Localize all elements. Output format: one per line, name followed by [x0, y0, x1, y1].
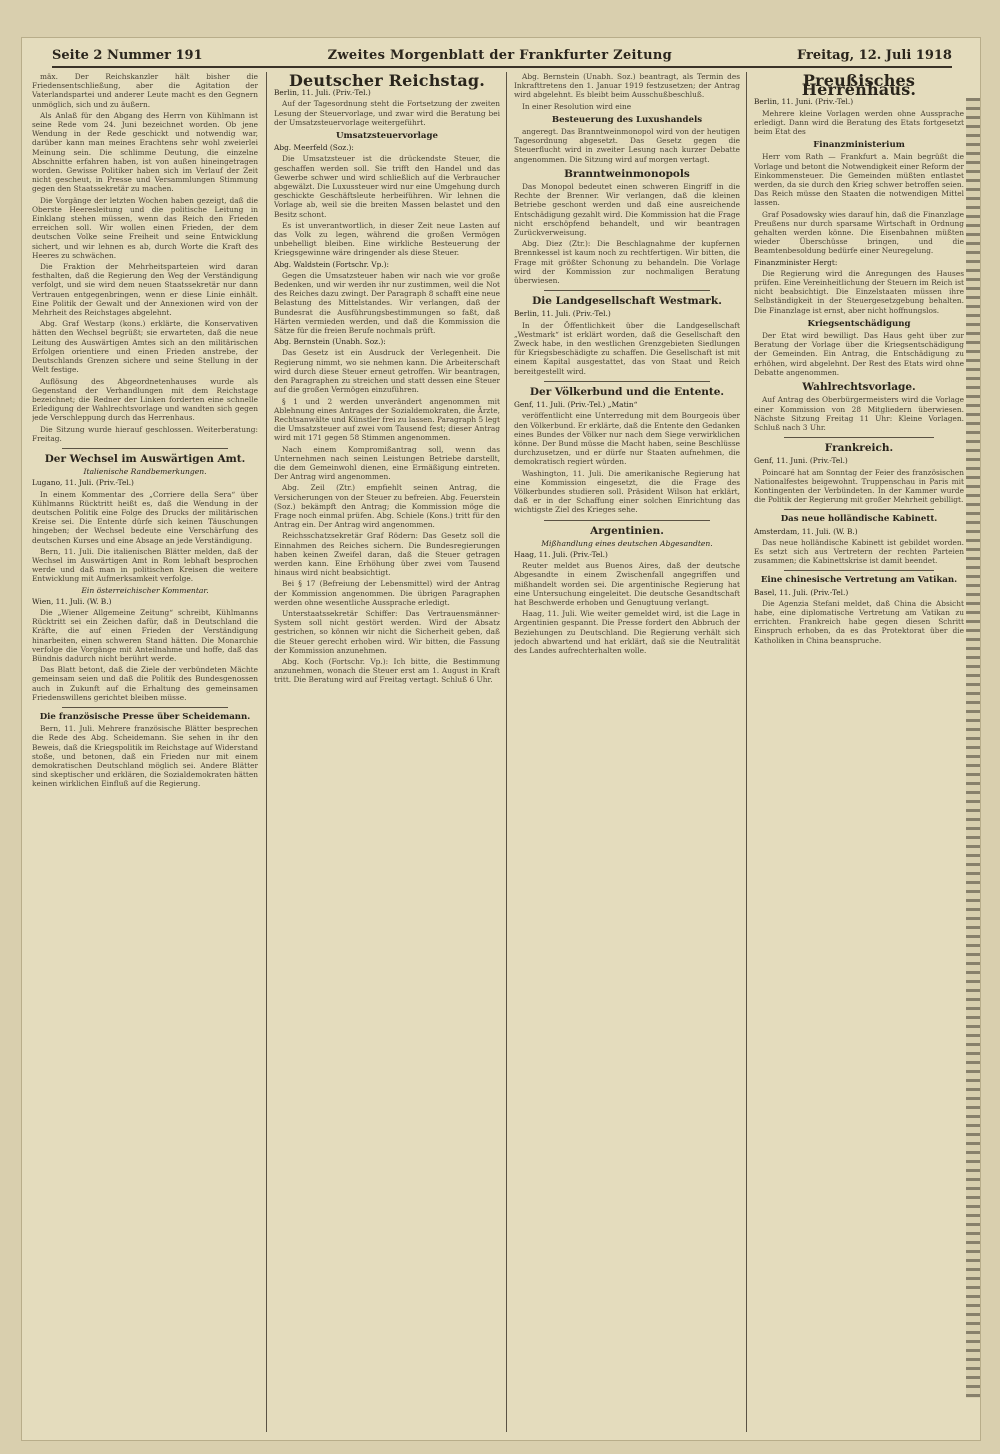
headline-presse: Die französische Presse über Scheidemann.	[39, 712, 251, 722]
binding-edge	[966, 98, 980, 1398]
dateline-amsterdam: Amsterdam, 11. Juli. (W. B.)	[754, 526, 858, 536]
headline-voelkerbund: Der Völkerbund und die Entente.	[529, 385, 725, 398]
headline-hollaendisch: Das neue holländische Kabinett.	[780, 514, 938, 525]
headline-westmark: Die Landgesellschaft Westmark.	[532, 295, 722, 308]
subhead-argentinien: Mißhandlung eines deutschen Abgesandten.	[541, 538, 713, 548]
page-number: Seite 2 Nummer 191	[52, 47, 203, 63]
column-rule-3	[746, 72, 747, 1432]
issue-date: Freitag, 12. Juli 1918	[797, 47, 952, 63]
section-finanzministerium: Finanzministerium	[813, 140, 905, 151]
subhead-oesterreich: Ein österreichischer Kommentar.	[81, 585, 209, 595]
section-umsatzsteuer: Umsatzsteuervorlage	[336, 131, 438, 142]
headline-frankreich: Frankreich.	[824, 442, 894, 455]
page-header	[52, 44, 952, 68]
speaker-meerfeld: Abg. Meerfeld (Soz.):	[274, 143, 354, 153]
headline-wahlrecht: Wahlrechtsvorlage.	[802, 381, 916, 394]
column-3: Abg. Bernstein (Unabh. Soz.) beantragt, als Termin des Inkrafttretens den 1. Januar 1919 festzusetzen; der Antrag wird abgelehnt. Es bleibt beim Ausschußbeschluß. In einer Resolution wird eine Besteuerung des Luxushandels angeregt. Das Branntweinmonopol wird von der heutigen Tagesordnung abgesetzt. Das Gesetz gegen die Steuerflucht wird in zweiter Lesung nach kurzer Debatte angenommen. Die Sitzung wird auf morgen vertagt. Branntweinmonopols Das Monopol bedeutet einen schweren Eingriff in die Rechte der Brenner. Wir verlangen, daß die kleinen Betriebe geschont werden und daß eine ausreichende Entschädigung gezahlt wird. Die Kommission hat die Frage nicht erschöpfend behandelt, und wir beantragen Zurückverweisung. Abg. Diez (Ztr.): Die Beschlagnahme der kupfernen Brennkessel ist kaum noch zu rechtfertigen. Wir bitten, die Frage mit größter Schonung zu behandeln. Die Vorlage wird der Kommission zur nochmaligen Beratung überwiesen. Die Landgesellschaft Westmark. Berlin, 11. Juli. (Priv.-Tel.) In der Öffentlichkeit über die Landgesellschaft „Westmark“ ist erklärt worden, daß die Gesellschaft den Zweck habe, in den westlichen Grenzgebieten Siedlungen für Kriegsbeschädigte zu schaffen. Die Gesellschaft ist mit einem Kapital ausgestattet, das von Staat und Reich bereitgestellt wird. Der Völkerbund und die Entente. Genf, 11. Juli. (Priv.-Tel.) „Matin“ veröffentlicht eine Unterredung mit dem Bourgeois über den Völkerbund. Er erklärte, daß die Entente den Gedanken eines Bundes der Völker nur nach dem Siege verwirklichen könne. Der Bund müsse die Macht haben, seine Beschlüsse durchzusetzen, und er dürfe nur Staaten aufnehmen, die demokratisch regiert würden. Washington, 11. Juli. Die amerikanische Regierung hat eine Kommission eingesetzt, die die Frage des Völkerbundes studieren soll. Präsident Wilson hat erklärt, daß er in der Schaffung einer solchen Einrichtung das wichtigste Ziel des Krieges sehe. Argentinien. Mißhandlung eines deutschen Abgesandten. Haag, 11. Juli. (Priv.-Tel.) Reuter meldet aus Buenos Aires, daß der deutsche Abgesandte in einem Zwischenfall angegriffen und mißhandelt worden sei. Die argentinische Regierung hat eine Untersuchung eingeleitet. Die deutsche Gesandtschaft hat Beschwerde erhoben und Genugtuung verlangt. Haag, 11. Juli. Wie weiter gemeldet wird, ist die Lage in Argentinien gespannt. Die Presse fordert den Abbruch der Beziehungen zu Deutschland. Die Regierung verhält sich jedoch abwartend und hat erklärt, daß sie die Neutralität des Landes aufrechterhalten wolle.	[514, 72, 740, 655]
speaker-hergt: Finanzminister Hergt:	[754, 257, 838, 267]
dateline-lugano: Lugano, 11. Juli. (Priv.-Tel.)	[32, 478, 134, 488]
dateline-basel: Basel, 11. Juli. (Priv.-Tel.)	[754, 587, 849, 597]
newspaper-page	[22, 38, 980, 1440]
dateline-westmark: Berlin, 11. Juli. (Priv.-Tel.)	[514, 309, 611, 319]
column-1: mäx. Der Reichskanzler hält bisher die Friedensentschließung, aber die Agitation der Vaterlandspartei und anderer Leute macht es den Gegnern unmöglich, sich und zu äußern. Als Anlaß für den Abgang des Herrn von Kühlmann ist seine Rede vom 24. Juni bezeichnet worden. Ob jene Wendung in der Rede geschickt und notwendig war, darüber kann man meines Erachtens sehr wohl zweierlei Meinung sein. Die schlimme Deutung, die einzelne Abschnitte erfahren haben, ist von außen hineingetragen worden. Gewisse Politiker haben sich im Verlauf der Zeit nicht gescheut, in Presse und Versammlungen Stimmung gegen den Staatssekretär zu machen. Die Vorgänge der letzten Wochen haben gezeigt, daß die Oberste Heeresleitung und die politische Leitung in Einklang stehen müssen, wenn das Reich den Frieden erreichen soll. Wir wollen einen Frieden, der dem deutschen Volke seine Freiheit und seine Entwicklung sichert, und wir lehnen es ab, durch Worte die Kraft des Heeres zu schwächen. Die Fraktion der Mehrheitsparteien wird daran festhalten, daß die Regierung den Weg der Verständigung verfolgt, und sie wird dem neuen Staatssekretär nur dann Vertrauen entgegenbringen, wenn er diese Linie einhält. Eine Politik der Gewalt und der Annexionen wird von der Mehrheit des Reichstages abgelehnt. Abg. Graf Westarp (kons.) erklärte, die Konservativen hätten den Wechsel begrüßt; sie erwarteten, daß die neue Leitung des Auswärtigen Amtes sich an den militärischen Erfolgen orientiere und einen Frieden anstrebe, der Deutschlands Grenzen sichere und seine Stellung in der Welt festige. Auflösung des Abgeordnetenhauses wurde als Gegenstand der Verhandlungen mit dem Reichstage bezeichnet; die Redner der Linken forderten eine schnelle Erledigung der Wahlrechtsvorlage und wandten sich gegen jede Verschleppung durch das Herrenhaus. Die Sitzung wurde hierauf geschlossen. Weiterberatung: Freitag. Der Wechsel im Auswärtigen Amt. Italienische Randbemerkungen. Lugano, 11. Juli. (Priv.-Tel.) In einem Kommentar des „Corriere della Sera“ über Kühlmanns Rücktritt heißt es, daß die Wendung in der deutschen Politik eine Folge des Drucks der militärischen Kreise sei. Die Entente dürfe sich keinen Täuschungen hingeben; der Wechsel bedeute eine Verschärfung des deutschen Kurses und eine Absage an jede Verständigung. Bern, 11. Juli. Die italienischen Blätter melden, daß der Wechsel im Auswärtigen Amt in Rom lebhaft besprochen werde und daß man in politischen Kreisen die weitere Entwicklung mit Aufmerksamkeit verfolge. Ein österreichischer Kommentar. Wien, 11. Juli. (W. B.) Die „Wiener Allgemeine Zeitung“ schreibt, Kühlmanns Rücktritt sei ein Zeichen dafür, daß in Deutschland die Kräfte, die auf einen Frieden der Verständigung hinarbeiten, einen schweren Stand hätten. Die Monarchie verfolge die Vorgänge mit Anteilnahme und hoffe, daß das Bündnis dadurch nicht berührt werde. Das Blatt betont, daß die Ziele der verbündeten Mächte gemeinsam seien und daß die Politik des Bundesgenossen auch in Zukunft auf die Erhaltung des gemeinsamen Friedenswillens gerichtet bleiben müsse. Die französische Presse über Scheidemann. Bern, 11. Juli. Mehrere französische Blätter besprechen die Rede des Abg. Scheidemann. Sie sehen in ihr den Beweis, daß die Kriegspolitik im Reichstage auf Widerstand stoße, und betonen, daß ein Frieden nur mit einem demokratischen Deutschland möglich sei. Andere Blätter sind skeptischer und erklären, die Sozialdemokraten hätten keinen wirklichen Einfluß auf die Regierung.	[32, 72, 258, 789]
speaker-waldstein: Abg. Waldstein (Fortschr. Vp.):	[274, 259, 390, 269]
headline-branntwein: Branntweinmonopols	[564, 167, 690, 180]
dateline-genf: Genf, 11. Juli. (Priv.-Tel.) „Matin“	[514, 400, 638, 410]
dateline-reichstag: Berlin, 11. Juli. (Priv.-Tel.)	[274, 88, 371, 98]
headline-wechsel: Der Wechsel im Auswärtigen Amt.	[44, 452, 246, 465]
masthead: Zweites Morgenblatt der Frankfurter Zeitung	[327, 47, 672, 63]
headline-vatikan: Eine chinesische Vertretung am Vatikan.	[760, 575, 958, 586]
dateline-haag: Haag, 11. Juli. (Priv.-Tel.)	[514, 549, 608, 559]
resolution-luxus: Besteuerung des Luxushandels	[551, 114, 703, 125]
column-2: Deutscher Reichstag. Berlin, 11. Juli. (Priv.-Tel.) Auf der Tagesordnung steht die Fortsetzung der zweiten Lesung der Steuervorlage, und zwar wird die Beratung bei der Umsatzsteuervorlage weitergeführt. Umsatzsteuervorlage Abg. Meerfeld (Soz.): Die Umsatzsteuer ist die drückendste Steuer, die geschaffen werden soll. Sie trifft den Handel und das Gewerbe schwer und wird schließlich auf die Verbraucher abgewälzt. Die Luxussteuer wird nur eine Umgehung durch geschickte Geschäftsleute herbeiführen. Wir lehnen die Vorlage ab, weil sie die breiten Massen belastet und den Besitz schont. Es ist unverantwortlich, in dieser Zeit neue Lasten auf das Volk zu legen, während die großen Vermögen unbehelligt bleiben. Eine wirkliche Besteuerung der Kriegsgewinne wäre dringender als diese Steuer. Abg. Waldstein (Fortschr. Vp.): Gegen die Umsatzsteuer haben wir nach wie vor große Bedenken, und wir werden ihr nur zustimmen, weil die Not des Reiches dazu zwingt. Der Paragraph 8 schafft eine neue Belastung des Mittelstandes. Wir verlangen, daß der Bundesrat die Ausführungsbestimmungen so faßt, daß Härten vermieden werden, und daß die Kommission die Sätze für die freien Berufe nochmals prüft. Abg. Bernstein (Unabh. Soz.): Das Gesetz ist ein Ausdruck der Verlegenheit. Die Regierung nimmt, wo sie nehmen kann. Die Arbeiterschaft wird durch diese Steuer erneut getroffen. Wir beantragen, den Paragraphen zu streichen und statt dessen eine Steuer auf die großen Vermögen einzuführen. § 1 und 2 werden unverändert angenommen mit Ablehnung eines Antrages der Sozialdemokraten, die Ärzte, Rechtsanwälte und Künstler frei zu lassen. Paragraph 5 legt die Umsatzsteuer auf zwei vom Tausend fest; dieser Antrag wird mit 171 gegen 58 Stimmen angenommen. Nach einem Kompromißantrag soll, wenn das Unternehmen nach seinen Leistungen Betriebe darstellt, die dem Gemeinwohl dienen, eine Ermäßigung eintreten. Der Antrag wird angenommen. Abg. Zeil (Ztr.) empfiehlt seinen Antrag, die Versicherungen von der Steuer zu befreien. Abg. Feuerstein (Soz.) bekämpft den Antrag; die Kommission möge die Frage noch einmal prüfen. Abg. Schiele (Kons.) tritt für den Antrag ein. Der Antrag wird angenommen. Reichsschatzsekretär Graf Rödern: Das Gesetz soll die Einnahmen des Reiches sichern. Die Bundesregierungen haben keinen Zweifel daran, daß die Steuer getragen werden kann. Eine Erhöhung über zwei vom Tausend hinaus wird nicht beabsichtigt. Bei § 17 (Befreiung der Lebensmittel) wird der Antrag der Kommission angenommen. Die übrigen Paragraphen werden ohne wesentliche Aussprache erledigt. Unterstaatssekretär Schiffer: Das Vertrauensmänner-System soll nicht gestört werden. Wird der Absatz gestrichen, so können wir nicht die Sicherheit geben, daß die Steuer gerecht erhoben wird. Wir bitten, die Fassung der Kommission anzunehmen. Abg. Koch (Fortschr. Vp.): Ich bitte, die Bestimmung anzunehmen, wonach die Steuer erst am 1. August in Kraft tritt. Die Beratung wird auf Freitag vertagt. Schluß 6 Uhr.	[274, 72, 500, 685]
column-rule-1	[266, 72, 267, 1432]
subhead-italienisch: Italienische Randbemerkungen.	[83, 467, 207, 477]
headline-argentinien: Argentinien.	[590, 524, 664, 537]
speaker-bernstein: Abg. Bernstein (Unabh. Soz.):	[274, 337, 386, 347]
section-kriegsentschaedigung: Kriegsentschädigung	[807, 318, 911, 329]
column-rule-2	[506, 72, 507, 1432]
dateline-frankreich: Genf, 11. Juni. (Priv.-Tel.)	[754, 456, 848, 466]
headline-herrenhaus: Preußisches Herrenhaus.	[801, 72, 917, 100]
column-4: Preußisches Herrenhaus. Berlin, 11. Juni. (Priv.-Tel.) Mehrere kleine Vorlagen werden ohne Aussprache erledigt. Dann wird die Beratung des Etats fortgesetzt beim Etat des Finanzministerium Herr vom Rath — Frankfurt a. Main begrüßt die Vorlage und betont die Notwendigkeit einer Reform der Einkommensteuer. Die Gemeinden müßten entlastet werden, da sie durch den Krieg schwer betroffen seien. Das Reich müsse den Staaten die notwendigen Mittel lassen. Graf Posadowsky wies darauf hin, daß die Finanzlage Preußens nur durch sparsame Wirtschaft in Ordnung gehalten werden könne. Die Eisenbahnen müßten wieder Überschüsse bringen, und die Beamtenbesoldung bedürfe einer Neuregelung. Finanzminister Hergt: Die Regierung wird die Anregungen des Hauses prüfen. Eine Vereinheitlichung der Steuern im Reich ist nicht beabsichtigt. Die Einzelstaaten müssen ihre Selbständigkeit in der Steuergesetzgebung behalten. Die Finanzlage ist ernst, aber nicht hoffnungslos. Kriegsentschädigung Der Etat wird bewilligt. Das Haus geht über zur Beratung der Vorlage über die Kriegsentschädigung der Gemeinden. Ein Antrag, die Entschädigung zu erhöhen, wird abgelehnt. Der Rest des Etats wird ohne Debatte angenommen. Wahlrechtsvorlage. Auf Antrag des Oberbürgermeisters wird die Vorlage einer Kommission von 28 Mitgliedern überwiesen. Nächste Sitzung Freitag 11 Uhr: Kleine Vorlagen. Schluß nach 3 Uhr. Frankreich. Genf, 11. Juni. (Priv.-Tel.) Poincaré hat am Sonntag der Feier des französischen Nationalfestes beigewohnt. Truppenschau in Paris mit Kontingenten der Verbündeten. In der Kammer wurde die Politik der Regierung mit großer Mehrheit gebilligt. Das neue holländische Kabinett. Amsterdam, 11. Juli. (W. B.) Das neue holländische Kabinett ist gebildet worden. Es setzt sich aus Vertretern der rechten Parteien zusammen; die Kabinettskrise ist damit beendet. Eine chinesische Vertretung am Vatikan. Basel, 11. Juli. (Priv.-Tel.) Die Agenzia Stefani meldet, daß China die Absicht habe, eine diplomatische Vertretung am Vatikan zu errichten. Frankreich habe gegen diesen Schritt Einspruch erhoben, da es das Protektorat über die Katholiken in China beanspruche.	[754, 72, 964, 645]
dateline-herrenhaus: Berlin, 11. Juni. (Priv.-Tel.)	[754, 97, 854, 107]
headline-reichstag: Deutscher Reichstag.	[288, 72, 486, 90]
dateline-wien: Wien, 11. Juli. (W. B.)	[32, 596, 112, 606]
